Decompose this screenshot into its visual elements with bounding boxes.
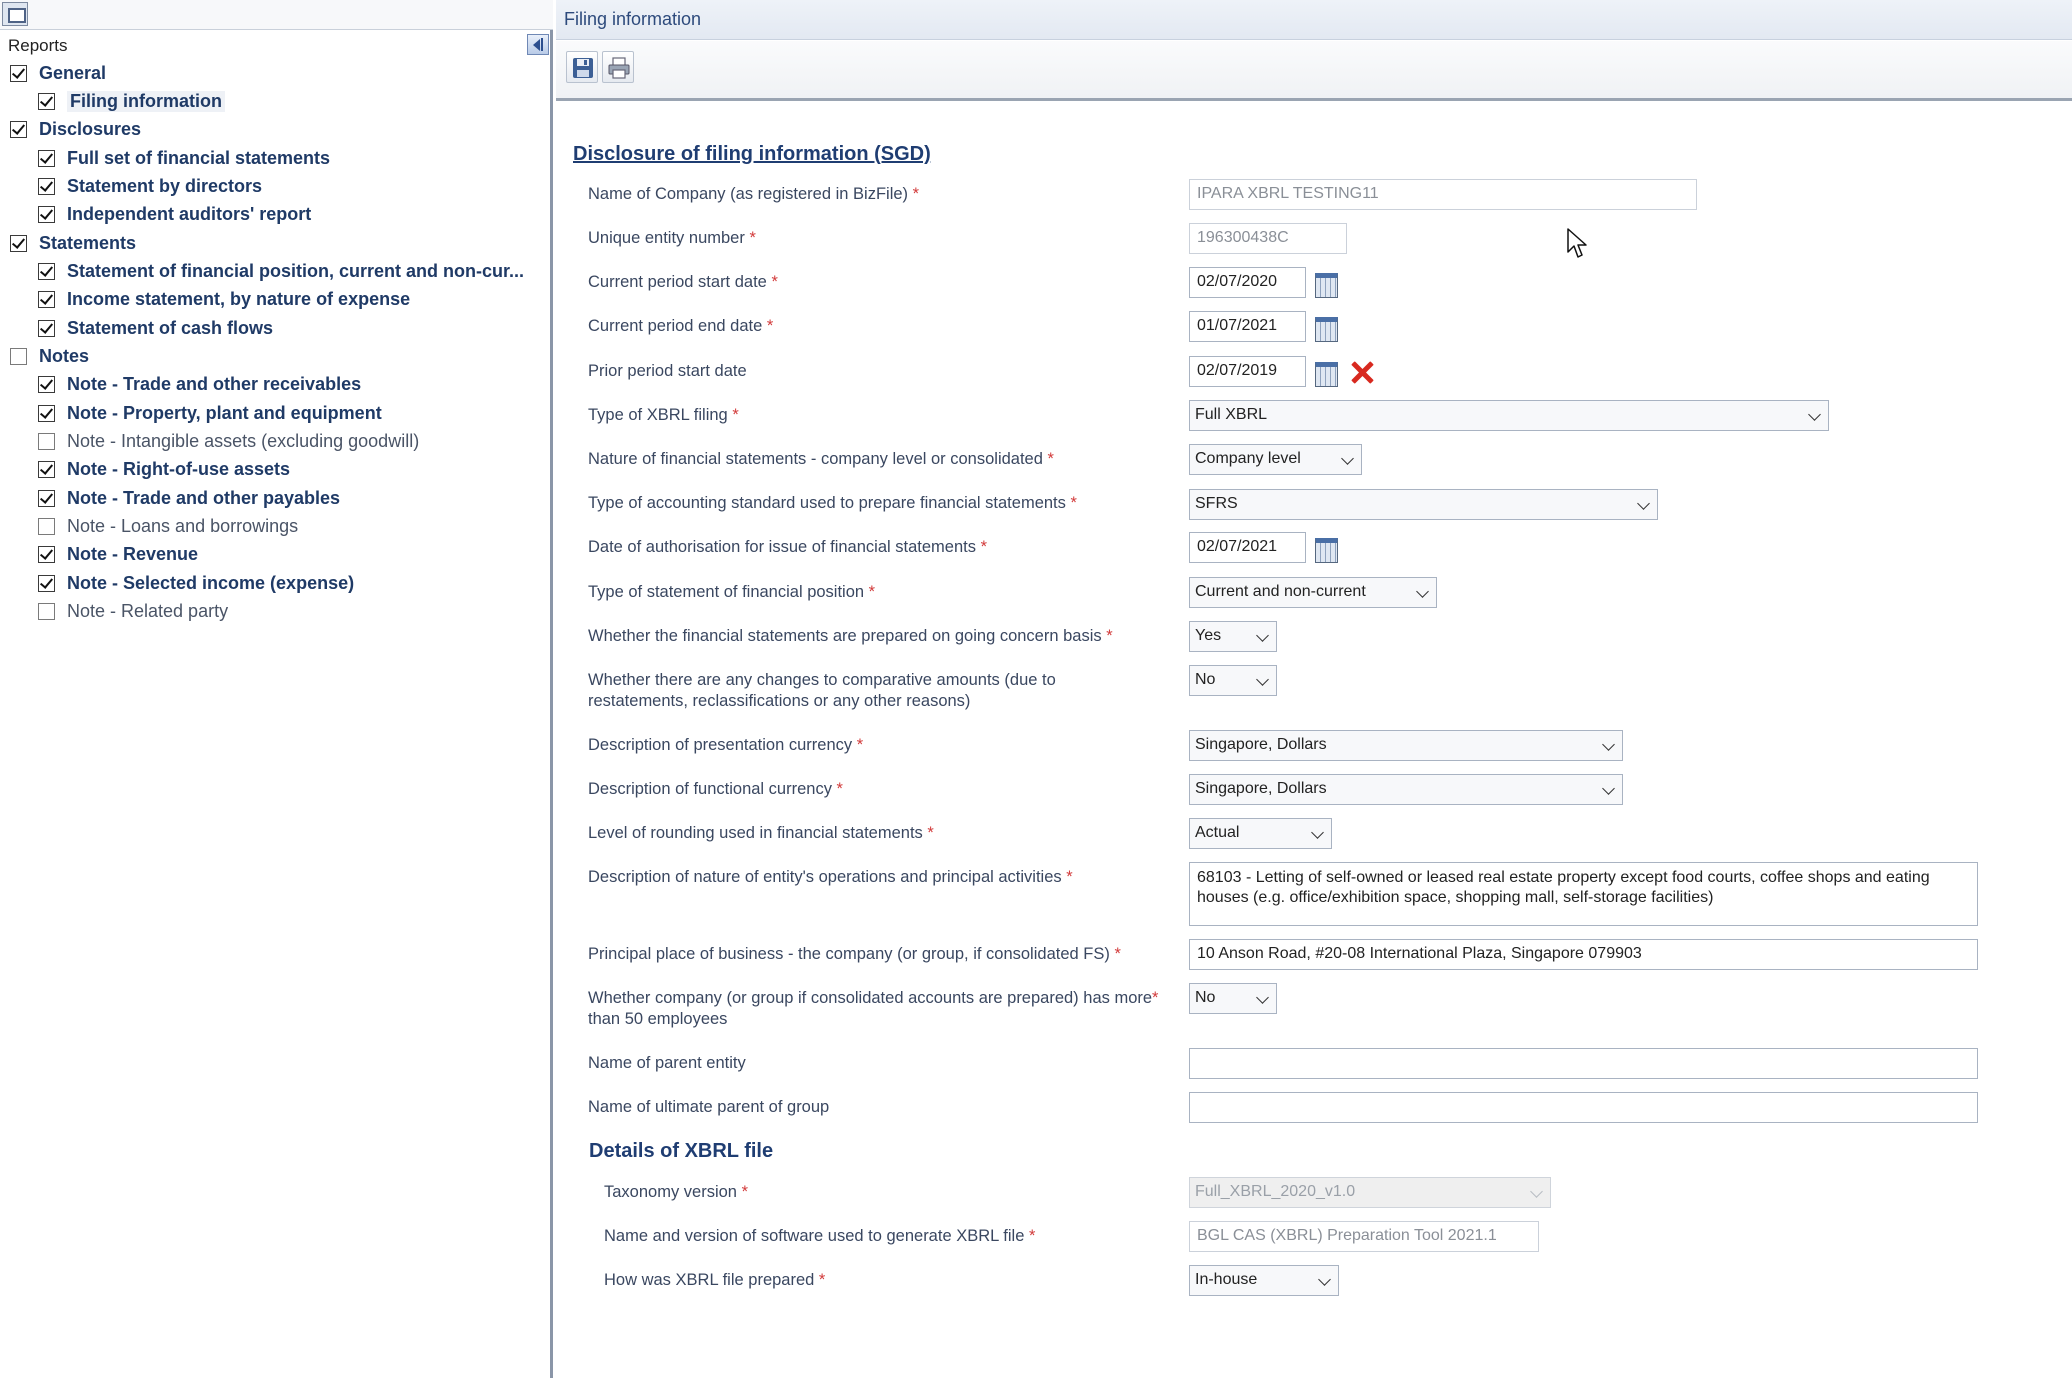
tree-item-label: Full set of financial statements <box>67 147 331 168</box>
clear-date-icon[interactable] <box>1348 358 1376 386</box>
tree-item-label: Note - Intangible assets (excluding goodwill) <box>67 431 420 452</box>
software-field[interactable]: BGL CAS (XBRL) Preparation Tool 2021.1 <box>1189 1221 1539 1252</box>
tree-item-label: Statement of cash flows <box>67 317 274 338</box>
tree-item[interactable] <box>10 117 141 143</box>
accounting-standard-label: Type of accounting standard used to prepare financial statements * <box>588 494 1077 512</box>
tree-item[interactable] <box>38 202 311 228</box>
checkbox-checked[interactable] <box>38 376 55 393</box>
checkbox-checked[interactable] <box>38 263 55 280</box>
tree-item[interactable] <box>38 599 228 625</box>
xbrl-filing-type-select[interactable]: Full XBRL <box>1189 400 1829 431</box>
checkbox-checked[interactable] <box>38 575 55 592</box>
uen-field[interactable]: 196300438C <box>1189 223 1347 254</box>
comparative-changes-select[interactable]: No <box>1189 665 1277 696</box>
tree-item-label: Statements <box>39 232 137 253</box>
company-name-field[interactable]: IPARA XBRL TESTING11 <box>1189 179 1697 210</box>
tree-item[interactable] <box>38 258 524 284</box>
employees-select[interactable]: No <box>1189 983 1277 1014</box>
checkbox-unchecked[interactable] <box>38 603 55 620</box>
tree-item-label: Note - Trade and other payables <box>67 487 341 508</box>
xbrl-prepared-label: How was XBRL file prepared * <box>604 1271 826 1289</box>
tree-item-label: Note - Revenue <box>67 544 199 565</box>
tree-item-label: Income statement, by nature of expense <box>67 289 411 310</box>
parent-entity-field[interactable] <box>1189 1048 1978 1079</box>
checkbox-checked[interactable] <box>38 546 55 563</box>
xbrl-filing-type-label: Type of XBRL filing * <box>588 406 739 424</box>
company-name-label: Name of Company (as registered in BizFile) * <box>588 185 920 203</box>
ultimate-parent-field[interactable] <box>1189 1092 1978 1123</box>
chevron-down-icon <box>1311 826 1324 839</box>
employees-label: Whether company (or group if consolidated accounts are prepared) has more* than 50 employees <box>588 989 1159 1028</box>
chevron-down-icon <box>1256 673 1269 686</box>
checkbox-checked[interactable] <box>10 65 27 82</box>
functional-currency-label: Description of functional currency * <box>588 780 843 798</box>
tree-item-label: Note - Loans and borrowings <box>67 516 299 537</box>
checkbox-checked[interactable] <box>38 291 55 308</box>
prior-period-start-label: Prior period start date <box>588 362 747 380</box>
checkbox-checked[interactable] <box>10 121 27 138</box>
chevron-down-icon <box>1637 497 1650 510</box>
checkbox-unchecked[interactable] <box>38 518 55 535</box>
print-button[interactable] <box>602 51 634 83</box>
tree-item-label: Filing information <box>67 91 225 112</box>
checkbox-checked[interactable] <box>38 320 55 337</box>
principal-place-field[interactable]: 10 Anson Road, #20-08 International Plaza, Singapore 079903 <box>1189 939 1978 970</box>
software-label: Name and version of software used to generate XBRL file * <box>604 1227 1036 1245</box>
xbrl-prepared-select[interactable]: In-house <box>1189 1265 1339 1296</box>
tree-item[interactable] <box>38 372 361 398</box>
section-title: Disclosure of filing information (SGD) <box>573 143 931 165</box>
fs-nature-select[interactable]: Company level <box>1189 444 1362 475</box>
calendar-icon[interactable] <box>1312 358 1340 386</box>
principal-place-label: Principal place of business - the company (or group, if consolidated FS) * <box>588 945 1121 963</box>
comparative-changes-label: Whether there are any changes to comparative amounts (due to restatements, reclassifications or any other reasons) <box>588 671 1056 710</box>
chevron-down-icon <box>1602 782 1615 795</box>
tree-item-label: General <box>39 62 107 83</box>
presentation-currency-select[interactable]: Singapore, Dollars <box>1189 730 1623 761</box>
xbrl-details-title: Details of XBRL file <box>589 1140 774 1162</box>
collapse-panel-icon[interactable] <box>527 34 549 55</box>
parent-entity-label: Name of parent entity <box>588 1054 746 1072</box>
tree-item[interactable] <box>38 485 340 511</box>
tree-item[interactable] <box>38 429 419 455</box>
checkbox-checked[interactable] <box>38 150 55 167</box>
filing-information-panel <box>556 0 2072 1378</box>
checkbox-unchecked[interactable] <box>38 433 55 450</box>
checkbox-checked[interactable] <box>10 235 27 252</box>
panel-header <box>556 0 2072 40</box>
tree-item[interactable] <box>38 400 382 426</box>
taxonomy-select[interactable]: Full_XBRL_2020_v1.0 <box>1189 1177 1551 1208</box>
calendar-icon[interactable] <box>1312 534 1340 562</box>
authorisation-date-label: Date of authorisation for issue of financial statements * <box>588 538 987 556</box>
tree-item-label: Independent auditors' report <box>67 204 312 225</box>
sofp-type-label: Type of statement of financial position * <box>588 583 876 601</box>
rounding-select[interactable]: Actual <box>1189 818 1332 849</box>
going-concern-label: Whether the financial statements are prepared on going concern basis * <box>588 627 1113 645</box>
checkbox-checked[interactable] <box>38 206 55 223</box>
sofp-type-select[interactable]: Current and non-current <box>1189 577 1437 608</box>
reports-tree-panel <box>0 0 553 1378</box>
authorisation-date-field[interactable]: 02/07/2021 <box>1189 532 1306 563</box>
tree-item[interactable] <box>38 570 354 596</box>
print-icon <box>608 57 630 79</box>
window-icon[interactable] <box>2 2 28 26</box>
calendar-icon[interactable] <box>1312 269 1340 297</box>
ultimate-parent-label: Name of ultimate parent of group <box>588 1098 830 1116</box>
tree-item-label: Disclosures <box>39 119 142 140</box>
checkbox-checked[interactable] <box>38 461 55 478</box>
rounding-label: Level of rounding used in financial statements * <box>588 824 934 842</box>
tree-item-label: Note - Property, plant and equipment <box>67 402 382 423</box>
mouse-cursor-icon <box>1567 228 1589 260</box>
current-period-start-label: Current period start date * <box>588 273 778 291</box>
functional-currency-select[interactable]: Singapore, Dollars <box>1189 774 1623 805</box>
operations-label: Description of nature of entity's operations and principal activities * <box>588 868 1073 886</box>
checkbox-unchecked[interactable] <box>10 348 27 365</box>
current-period-start-field[interactable]: 02/07/2020 <box>1189 267 1306 298</box>
tree-item-label: Note - Right-of-use assets <box>67 459 291 480</box>
chevron-down-icon <box>1808 408 1821 421</box>
checkbox-checked[interactable] <box>38 93 55 110</box>
tree-item[interactable] <box>38 315 273 341</box>
operations-field[interactable]: 68103 - Letting of self-owned or leased real estate property except food courts, coffee shops and eating houses (e.g. office/exhibition space, shopping mall, self-storage facilities) <box>1189 862 1978 926</box>
chevron-down-icon <box>1341 452 1354 465</box>
save-icon <box>572 57 594 79</box>
tree-item[interactable] <box>38 173 262 199</box>
tree-item[interactable] <box>10 230 136 256</box>
tree-item[interactable] <box>38 542 198 568</box>
chevron-down-icon <box>1318 1273 1331 1286</box>
fs-nature-label: Nature of financial statements - company level or consolidated * <box>588 450 1054 468</box>
tree-item-label: Statement of financial position, current and non-cur... <box>67 260 525 281</box>
checkbox-checked[interactable] <box>38 490 55 507</box>
tree-item-label: Notes <box>39 346 90 366</box>
tree-item-label: Note - Trade and other receivables <box>67 374 362 395</box>
calendar-icon[interactable] <box>1312 313 1340 341</box>
tree-toolbar <box>0 0 553 30</box>
accounting-standard-select[interactable]: SFRS <box>1189 489 1658 520</box>
panel-title: Filing information <box>564 9 702 29</box>
tree-item[interactable] <box>38 287 410 313</box>
current-period-end-label: Current period end date * <box>588 317 774 335</box>
tree-item[interactable] <box>10 60 106 86</box>
tree-root-label: Reports <box>8 36 68 55</box>
tree-item[interactable] <box>38 457 290 483</box>
tree-item[interactable] <box>38 514 298 540</box>
tree-item-label: Note - Selected income (expense) <box>67 572 355 593</box>
chevron-down-icon <box>1602 738 1615 751</box>
save-button[interactable] <box>566 51 598 83</box>
presentation-currency-label: Description of presentation currency * <box>588 736 864 754</box>
going-concern-select[interactable]: Yes <box>1189 621 1277 652</box>
chevron-down-icon <box>1256 991 1269 1004</box>
taxonomy-label: Taxonomy version * <box>604 1183 748 1201</box>
chevron-down-icon <box>1256 629 1269 642</box>
checkbox-checked[interactable] <box>38 178 55 195</box>
chevron-down-icon <box>1416 585 1429 598</box>
uen-label: Unique entity number * <box>588 229 756 247</box>
chevron-down-icon <box>1530 1185 1543 1198</box>
current-period-end-field[interactable]: 01/07/2021 <box>1189 311 1306 342</box>
tree-item-label: Note - Related party <box>67 601 229 622</box>
tree-item[interactable] <box>10 344 89 370</box>
tree-item[interactable] <box>38 88 225 114</box>
checkbox-checked[interactable] <box>38 405 55 422</box>
tree-item[interactable] <box>38 145 330 171</box>
prior-period-start-field[interactable]: 02/07/2019 <box>1189 356 1306 387</box>
panel-toolbar <box>556 41 2072 101</box>
tree-item-label: Statement by directors <box>67 175 263 196</box>
